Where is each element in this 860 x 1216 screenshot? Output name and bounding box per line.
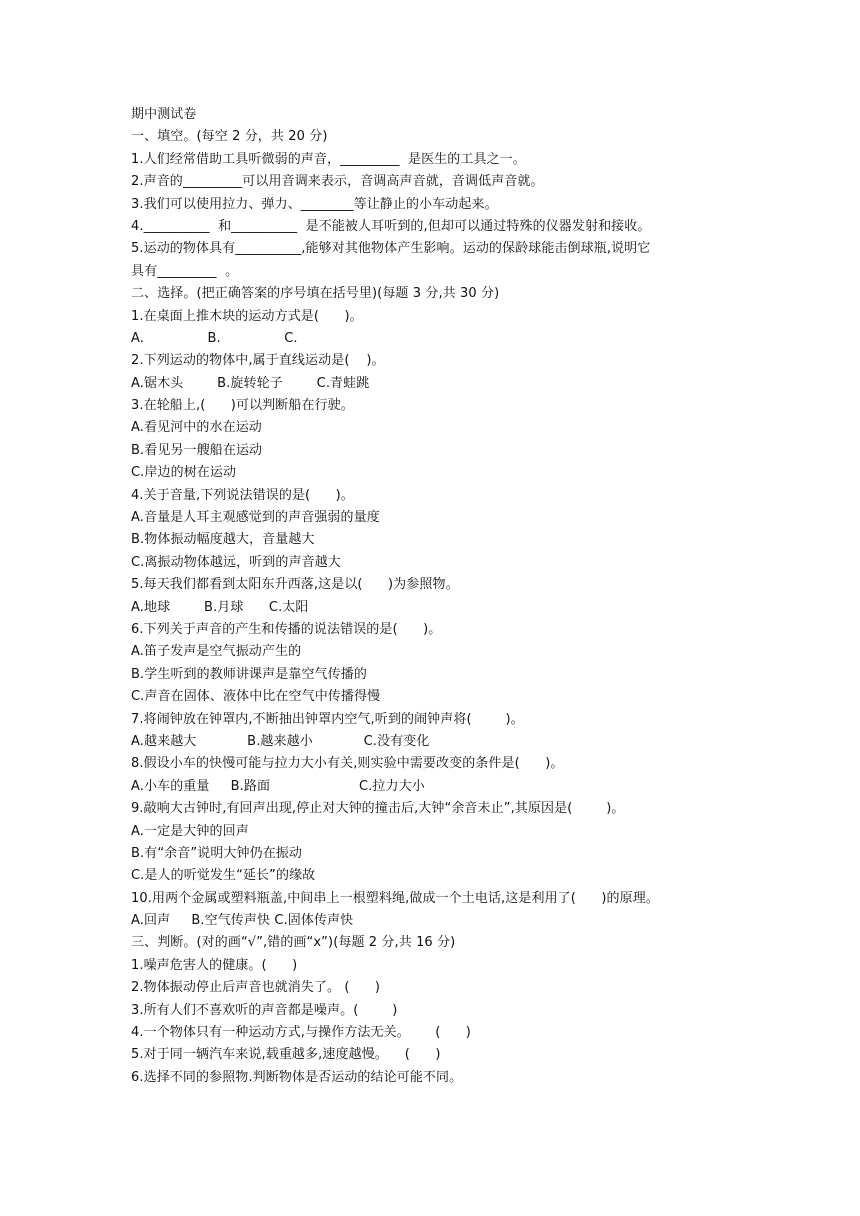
question-line: 3.在轮船上,( )可以判断船在行驶。 xyxy=(131,398,354,414)
question-line: 3.所有人们不喜欢听的声音都是噪声。( ) xyxy=(131,1002,398,1018)
option-line: C.岸边的树在运动 xyxy=(131,465,237,481)
option-line: A.越来越大 B.越来越小 C.没有变化 xyxy=(131,733,430,749)
question-line: 4.一个物体只有一种运动方式,与操作方法无关。 ( ) xyxy=(131,1025,471,1041)
option-line: B.看见另一艘船在运动 xyxy=(131,442,263,458)
option-line: C.是人的听觉发生“延长”的缘故 xyxy=(131,868,316,884)
question-line: 1.在桌面上推木块的运动方式是( )。 xyxy=(131,308,363,324)
question-line: 9.敲响大古钟时,有回声出现,停止对大钟的撞击后,大钟“余音未止”,其原因是( )。 xyxy=(131,801,625,817)
question-line: 2.声音的_________可以用音调来表示，音调高声音就，音调低声音就。 xyxy=(131,174,544,190)
question-line: 2.下列运动的物体中,属于直线运动是( )。 xyxy=(131,353,385,369)
option-line: A. B. C. xyxy=(131,330,298,346)
question-line: 4.__________ 和__________ 是不能被人耳听到的,但却可以通过特殊的仪器发射和接收。 xyxy=(131,218,651,234)
question-line: 1.人们经常借助工具听微弱的声音，_________ 是医生的工具之一。 xyxy=(131,151,526,167)
option-line: A.看见河中的水在运动 xyxy=(131,420,262,436)
option-line: A.笛子发声是空气振动产生的 xyxy=(131,644,302,660)
question-line: 4.关于音量,下列说法错误的是( )。 xyxy=(131,487,354,503)
question-line: 具有_________ 。 xyxy=(131,263,239,279)
option-line: C.离振动物体越远，听到的声音越大 xyxy=(131,554,341,570)
option-line: B.物体振动幅度越大，音量越大 xyxy=(131,532,315,548)
question-line: 6.下列关于声音的产生和传播的说法错误的是( )。 xyxy=(131,621,442,637)
option-line: C.声音在固体、液体中比在空气中传播得慢 xyxy=(131,689,381,705)
question-line: 6.选择不同的参照物.判断物体是否运动的结论可能不同。 xyxy=(131,1069,463,1085)
section-heading-fill-blank: 一、填空。(每空 2 分，共 20 分) xyxy=(131,129,328,145)
question-line: 8.假设小车的快慢可能与拉力大小有关,则实验中需要改变的条件是( )。 xyxy=(131,756,564,772)
document-page xyxy=(131,104,751,1089)
option-line: B.有“余音”说明大钟仍在振动 xyxy=(131,845,303,861)
question-line: 1.噪声危害人的健康。( ) xyxy=(131,957,298,973)
question-line: 5.每天我们都看到太阳东升西落,这是以( )为参照物。 xyxy=(131,577,459,593)
question-line: 7.将闹钟放在钟罩内,不断抽出钟罩内空气,听到的闹钟声将( )。 xyxy=(131,711,524,727)
question-line: 2.物体振动停止后声音也就消失了。 ( ) xyxy=(131,980,381,996)
option-line: A.音量是人耳主观感觉到的声音强弱的量度 xyxy=(131,510,380,526)
question-line: 3.我们可以使用拉力、弹力、________等让静止的小车动起来。 xyxy=(131,196,498,212)
question-line: 5.对于同一辆汽车来说,载重越多,速度越慢。 ( ) xyxy=(131,1047,441,1063)
option-line: A.回声 B.空气传声快 C.固体传声快 xyxy=(131,913,354,929)
option-line: A.小车的重量 B.路面 C.拉力大小 xyxy=(131,778,425,794)
section-heading-choice: 二、选择。(把正确答案的序号填在括号里)(每题 3 分,共 30 分) xyxy=(131,286,500,302)
doc-title: 期中测试卷 xyxy=(131,107,197,122)
question-line: 5.运动的物体具有__________,能够对其他物体产生影响。运动的保龄球能击倒球瓶,说明它 xyxy=(131,241,651,257)
option-line: B.学生听到的教师讲课声是靠空气传播的 xyxy=(131,666,367,682)
option-line: A.一定是大钟的回声 xyxy=(131,823,249,839)
section-heading-true-false: 三、判断。(对的画“√”,错的画“x”)(每题 2 分,共 16 分) xyxy=(131,935,456,951)
question-line: 10.用两个金属或塑料瓶盖,中间串上一根塑料绳,做成一个土电话,这是利用了( )的原理。 xyxy=(131,890,659,906)
option-line: A.地球 B.月球 C.太阳 xyxy=(131,599,309,615)
option-line: A.锯木头 B.旋转轮子 C.青蛙跳 xyxy=(131,375,370,391)
